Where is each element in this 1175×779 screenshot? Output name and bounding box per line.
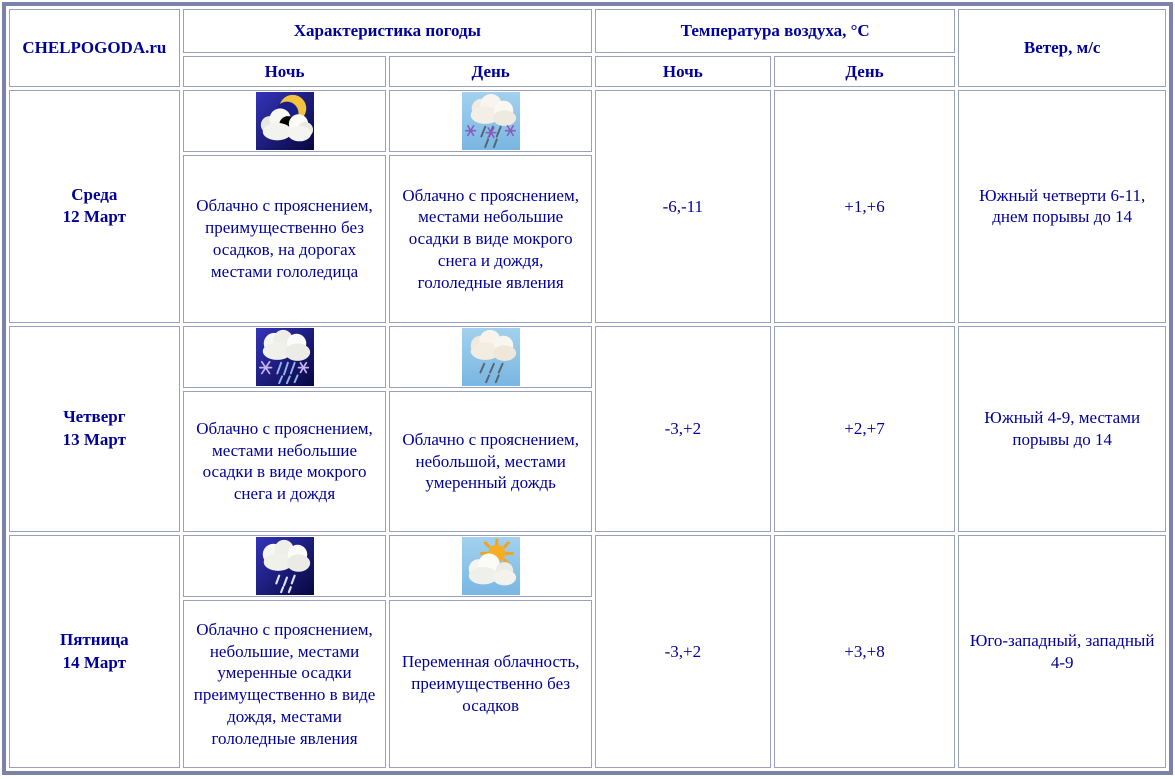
day-icon-cell (389, 326, 592, 388)
sun-behind-clouds-icon (461, 537, 521, 595)
day-temperature: +1,+6 (774, 90, 956, 323)
day-characteristic-cell (389, 535, 592, 768)
day-description: Облачно с прояснением, местами небольшие осадки в виде мокрого снега и дождя, гололедные явления (389, 155, 592, 323)
header-wind: Ветер, м/с (958, 9, 1166, 87)
day-date: 13 Март (62, 429, 127, 449)
night-icon-cell (183, 326, 387, 388)
wind-forecast: Южный 4-9, местами порывы до 14 (958, 326, 1166, 532)
day-label (9, 90, 180, 323)
weather-forecast-table (2, 2, 1173, 775)
day-temperature: +3,+8 (774, 535, 956, 768)
night-temperature: -3,+2 (595, 326, 771, 532)
header-air-temperature: Температура воздуха, °C (595, 9, 955, 53)
night-temperature: -6,-11 (595, 90, 771, 323)
day-icon-cell (389, 90, 592, 152)
night-icon-cell (183, 90, 387, 152)
night-description: Облачно с прояснением, местами небольшие осадки в виде мокрого снега и дождя (183, 391, 387, 532)
day-label (9, 535, 180, 768)
night-characteristic-cell (183, 326, 387, 532)
night-temperature: -3,+2 (595, 535, 771, 768)
day-label (9, 326, 180, 532)
wind-forecast: Юго-западный, западный 4-9 (958, 535, 1166, 768)
header-characteristic-day: День (389, 56, 592, 87)
night-description: Облачно с прояснением, небольшие, местами умеренные осадки преимущественно в виде дождя, местами гололедные явления (183, 600, 387, 768)
day-date: 12 Март (62, 207, 127, 227)
night-characteristic-cell (183, 90, 387, 323)
day-date: 14 Март (62, 652, 127, 672)
header-temperature-night: Ночь (595, 56, 771, 87)
header-temperature-day: День (774, 56, 956, 87)
day-name: Четверг (63, 407, 126, 427)
night-clouds-rain-icon (255, 537, 315, 595)
day-name: Среда (71, 184, 118, 204)
night-characteristic-cell (183, 535, 387, 768)
clouds-sleet-snow-rain-icon (461, 92, 521, 150)
day-temperature: +2,+7 (774, 326, 956, 532)
moon-behind-clouds-icon (255, 92, 315, 150)
day-characteristic-cell (389, 326, 592, 532)
day-description: Облачно с прояснением, небольшой, местами умеренный дождь (389, 391, 592, 532)
day-icon-cell (389, 535, 592, 597)
header-characteristic-night: Ночь (183, 56, 387, 87)
day-characteristic-cell (389, 90, 592, 323)
header-weather-characteristic: Характеристика погоды (183, 9, 592, 53)
night-clouds-snow-rain-icon (255, 328, 315, 386)
night-icon-cell (183, 535, 387, 597)
clouds-rain-icon (461, 328, 521, 386)
night-description: Облачно с прояснением, преимущественно без осадков, на дорогах местами гололедица (183, 155, 387, 323)
wind-forecast: Южный четверти 6-11, днем порывы до 14 (958, 90, 1166, 323)
day-name: Пятница (60, 629, 129, 649)
day-description: Переменная облачность, преимущественно без осадков (389, 600, 592, 768)
site-logo[interactable]: CHELPOGODA.ru (9, 9, 180, 87)
